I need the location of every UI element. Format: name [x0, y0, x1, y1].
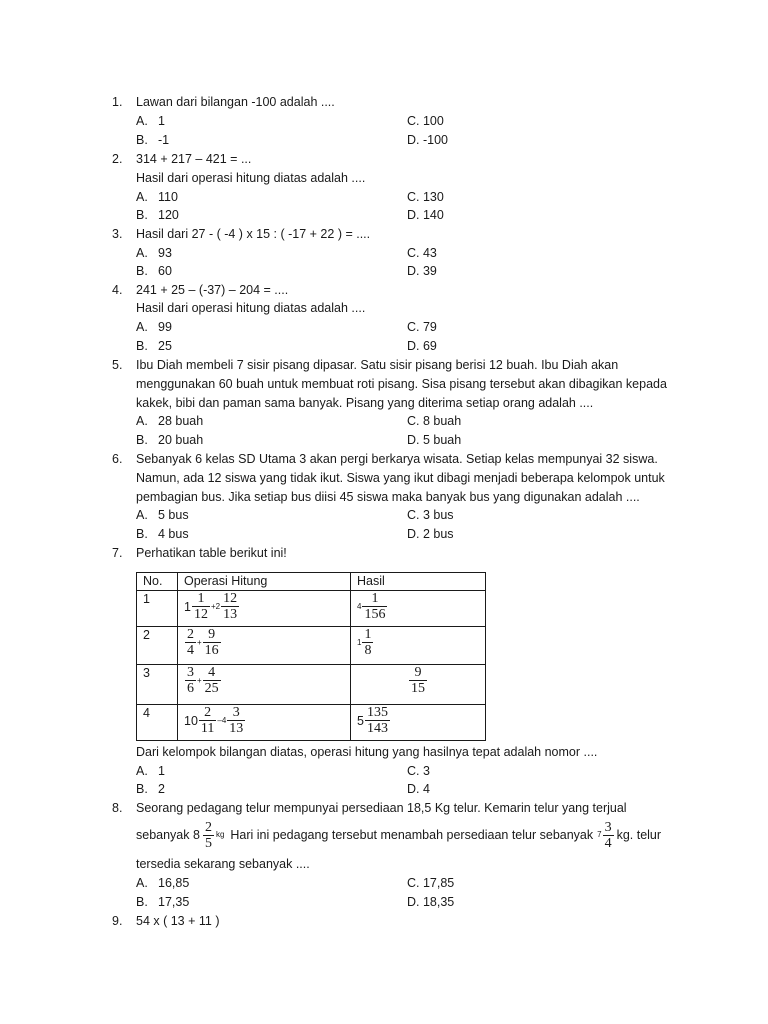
q7-c: C. 3: [407, 764, 430, 778]
row-result: [351, 665, 486, 705]
row-result: [351, 627, 486, 665]
q1-b-letter: B.: [136, 133, 148, 147]
q8-a-text: 16,85: [158, 876, 190, 890]
fraction: [603, 820, 614, 851]
numerator: 2: [204, 819, 212, 835]
table-row: [137, 665, 486, 705]
fraction: [203, 627, 221, 658]
q7-number: 7.: [112, 546, 123, 560]
table-header-result: Hasil: [351, 573, 486, 591]
whole-number: 2: [215, 601, 221, 611]
q2-b-letter: B.: [136, 208, 148, 222]
numerator: 12: [223, 591, 238, 606]
numerator: 1: [364, 627, 372, 642]
q1-c: C. 100: [407, 114, 444, 128]
q2-d: D. 140: [407, 208, 444, 222]
denominator: 13: [229, 721, 244, 736]
table-row: [137, 627, 486, 665]
q5-c: C. 8 buah: [407, 414, 462, 428]
q7-a-text: 1: [158, 764, 165, 778]
q5-line-3: kakek, bibi dan paman sama banyak. Pisang yang diterima setiap orang adalah ....: [136, 396, 594, 410]
q4-a-text: 99: [158, 320, 172, 334]
q8-line-1: Seorang pedagang telur mempunyai persediaan 18,5 Kg telur. Kemarin telur yang terjual: [136, 801, 627, 815]
q6-a-text: 5 bus: [158, 508, 189, 522]
q1-a-letter: A.: [136, 114, 148, 128]
q3-stem: Hasil dari 27 - ( -4 ) x 15 : ( -17 + 22 ) = ....: [136, 227, 371, 241]
q6-line-2: Namun, ada 12 siswa yang tidak ikut. Siswa yang ikut dibagi menjadi beberapa kelompok untuk: [136, 471, 665, 485]
q1-d: D. -100: [407, 133, 448, 147]
denominator: 143: [366, 721, 388, 736]
q8-line-2-middle: Hari ini pedagang tersebut menambah persediaan telur sebanyak: [230, 828, 594, 842]
denominator: 6: [187, 681, 194, 696]
q5-a-text: 28 buah: [158, 414, 204, 428]
q4-number: 4.: [112, 283, 123, 297]
q6-line-3: pembagian bus. Jika setiap bus diisi 45 siswa maka banyak bus yang digunakan adalah ....: [136, 490, 640, 504]
q7-b-text: 2: [158, 782, 165, 796]
whole-number: 10: [184, 713, 198, 728]
q1-stem: Lawan dari bilangan -100 adalah ....: [136, 95, 335, 109]
numerator: 3: [232, 705, 240, 720]
q2-a-letter: A.: [136, 190, 148, 204]
row-number: 4: [137, 705, 178, 741]
q4-stem2: Hasil dari operasi hitung diatas adalah ....: [136, 301, 366, 315]
q8-number: 8.: [112, 801, 123, 815]
fraction: [203, 820, 214, 851]
denominator: 16: [204, 643, 219, 658]
row-operation: [178, 627, 351, 665]
q2-c: C. 130: [407, 190, 444, 204]
operator: +: [197, 637, 202, 647]
q8-a-letter: A.: [136, 876, 148, 890]
fraction: [192, 591, 210, 622]
q7-table: [136, 572, 486, 741]
whole-number: 7: [597, 830, 602, 839]
q7-after: Dari kelompok bilangan diatas, operasi hitung yang hasilnya tepat adalah nomor ....: [136, 745, 598, 759]
denominator: 13: [223, 607, 238, 622]
q3-a-text: 93: [158, 246, 172, 260]
q6-d: D. 2 bus: [407, 527, 454, 541]
table-header-no: No.: [137, 573, 178, 591]
q1-number: 1.: [112, 95, 123, 109]
whole-number: 1: [357, 637, 362, 647]
q2-number: 2.: [112, 152, 123, 166]
q3-number: 3.: [112, 227, 123, 241]
fraction: [409, 665, 427, 696]
row-operation: [178, 665, 351, 705]
table-row: [137, 591, 486, 627]
q3-b-text: 60: [158, 264, 172, 278]
row-number: 1: [137, 591, 178, 627]
fraction: [221, 591, 239, 622]
q4-d: D. 69: [407, 339, 437, 353]
q5-number: 5.: [112, 358, 123, 372]
table-header-operation: Operasi Hitung: [178, 573, 351, 591]
denominator: 156: [364, 607, 386, 622]
table-header-row: [137, 573, 486, 591]
q5-b-letter: B.: [136, 433, 148, 447]
whole-number: 5: [357, 713, 364, 728]
q5-b-text: 20 buah: [158, 433, 204, 447]
q4-stem: 241 + 25 – (-37) – 204 = ....: [136, 283, 289, 297]
q8-line-2-end: kg. telur: [616, 828, 662, 842]
numerator: 1: [371, 591, 379, 606]
operator: –: [217, 715, 222, 725]
q4-a-letter: A.: [136, 320, 148, 334]
q7-a-letter: A.: [136, 764, 148, 778]
q4-b-text: 25: [158, 339, 172, 353]
numerator: 2: [204, 705, 212, 720]
fraction: [362, 627, 373, 658]
denominator: 25: [204, 681, 219, 696]
q7-d: D. 4: [407, 782, 430, 796]
numerator: 3: [604, 819, 612, 835]
denominator: 15: [411, 681, 425, 696]
q1-a-text: 1: [158, 114, 165, 128]
q3-c: C. 43: [407, 246, 437, 260]
numerator: 4: [208, 665, 216, 680]
q8-line-3: tersedia sekarang sebanyak ....: [136, 857, 310, 871]
numerator: 2: [187, 627, 194, 642]
q6-a-letter: A.: [136, 508, 148, 522]
q2-b-text: 120: [158, 208, 179, 222]
row-number: 3: [137, 665, 178, 705]
denominator: 5: [204, 835, 212, 851]
table-row: [137, 705, 486, 741]
q5-line-2: menggunakan 60 buah untuk membuat roti pisang. Sisa pisang tersebut akan dibagikan kepada: [136, 377, 667, 391]
fraction: [185, 627, 196, 658]
q8-c: C. 17,85: [407, 876, 455, 890]
q6-number: 6.: [112, 452, 123, 466]
q8-line-2: [136, 818, 661, 852]
q8-b-letter: B.: [136, 895, 148, 909]
operator: +: [197, 675, 202, 685]
q2-a-text: 110: [158, 190, 178, 204]
q5-a-letter: A.: [136, 414, 148, 428]
unit-kg: kg: [215, 830, 225, 839]
q5-line-1: Ibu Diah membeli 7 sisir pisang dipasar. Satu sisir pisang berisi 12 buah. Ibu Diah akan: [136, 358, 619, 372]
q4-c: C. 79: [407, 320, 437, 334]
q2-stem2: Hasil dari operasi hitung diatas adalah ....: [136, 171, 366, 185]
q8-d: D. 18,35: [407, 895, 455, 909]
fraction: [185, 665, 196, 696]
operator: +: [210, 601, 216, 611]
fraction: [362, 591, 387, 622]
q3-b-letter: B.: [136, 264, 148, 278]
whole-number: 4: [357, 601, 362, 611]
q5-d: D. 5 buah: [407, 433, 462, 447]
numerator: 135: [366, 705, 388, 720]
q8-b-text: 17,35: [158, 895, 190, 909]
q1-b-text: -1: [158, 133, 170, 147]
q7-stem: Perhatikan table berikut ini!: [136, 546, 287, 560]
row-result: [351, 705, 486, 741]
numerator: 3: [187, 665, 194, 680]
q6-c: C. 3 bus: [407, 508, 454, 522]
fraction: [199, 705, 216, 736]
row-number: 2: [137, 627, 178, 665]
q9-stem: 54 x ( 13 + 11 ): [136, 914, 220, 928]
denominator: 8: [364, 643, 372, 658]
numerator: 9: [414, 665, 422, 680]
q8-line-2-start: sebanyak 8: [136, 828, 200, 842]
whole-number: 1: [184, 599, 191, 614]
fraction: [365, 705, 390, 736]
q6-b-text: 4 bus: [158, 527, 189, 541]
numerator: 9: [208, 627, 216, 642]
q2-stem: 314 + 217 – 421 = ...: [136, 152, 252, 166]
q7-b-letter: B.: [136, 782, 148, 796]
row-result: [351, 591, 486, 627]
denominator: 4: [187, 643, 194, 658]
q4-b-letter: B.: [136, 339, 148, 353]
numerator: 1: [197, 591, 205, 606]
denominator: 4: [604, 835, 612, 851]
q6-b-letter: B.: [136, 527, 148, 541]
fraction: [203, 665, 221, 696]
q6-line-1: Sebanyak 6 kelas SD Utama 3 akan pergi berkarya wisata. Setiap kelas mempunyai 32 siswa.: [136, 452, 658, 466]
fraction: [227, 705, 245, 736]
denominator: 11: [200, 721, 215, 736]
q3-d: D. 39: [407, 264, 437, 278]
row-operation: [178, 591, 351, 627]
q9-number: 9.: [112, 914, 123, 928]
denominator: 12: [193, 607, 208, 622]
whole-number: 4: [221, 715, 227, 725]
q3-a-letter: A.: [136, 246, 148, 260]
row-operation: [178, 705, 351, 741]
